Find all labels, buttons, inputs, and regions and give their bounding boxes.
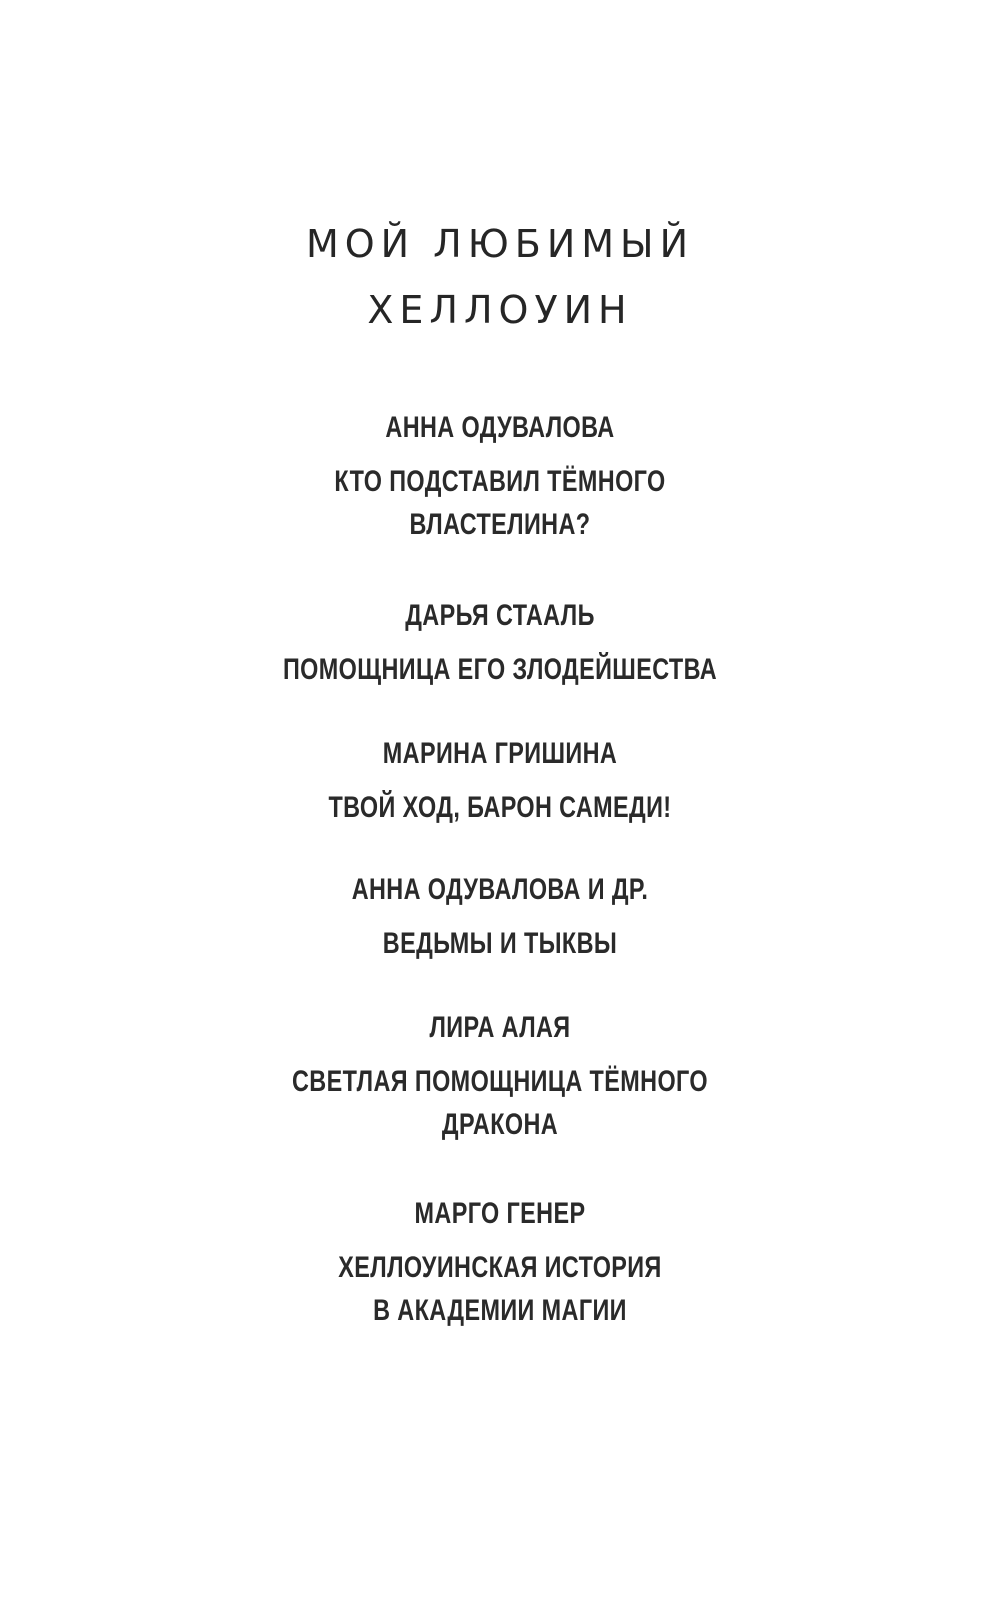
entry-author: МАРИНА ГРИШИНА xyxy=(382,737,618,770)
entry-work-title-line: СВЕТЛАЯ ПОМОЩНИЦА ТЁМНОГО xyxy=(292,1065,708,1098)
entry-work-title-line: ХЕЛЛОУИНСКАЯ ИСТОРИЯ xyxy=(338,1251,662,1284)
entry-author: АННА ОДУВАЛОВА И ДР. xyxy=(351,873,649,906)
entry-work-title xyxy=(110,1246,890,1332)
book-title-line-2: ХЕЛЛОУИН xyxy=(367,288,633,332)
contents-entry xyxy=(110,598,890,691)
entry-work-title-line: ТВОЙ ХОД, БАРОН САМЕДИ! xyxy=(328,791,672,824)
contents-entry xyxy=(110,1196,890,1332)
entry-work-title-line: ДРАКОНА xyxy=(441,1108,559,1141)
entry-work-title xyxy=(110,460,890,546)
entry-author: ЛИРА АЛАЯ xyxy=(429,1011,571,1044)
entry-work-title-line: В АКАДЕМИИ МАГИИ xyxy=(373,1294,627,1327)
entry-author: АННА ОДУВАЛОВА xyxy=(385,411,615,444)
entry-work-title-line: ВЕДЬМЫ И ТЫКВЫ xyxy=(382,927,618,960)
entry-work-title-line: ВЛАСТЕЛИНА? xyxy=(409,508,591,541)
entry-work-title xyxy=(110,1060,890,1146)
entry-author: ДАРЬЯ СТААЛЬ xyxy=(405,599,595,632)
entry-work-title xyxy=(110,922,890,965)
contents-entry xyxy=(110,410,890,546)
entry-work-title xyxy=(110,786,890,829)
contents-entry xyxy=(110,1010,890,1146)
entry-author: МАРГО ГЕНЕР xyxy=(414,1197,586,1230)
contents-entry xyxy=(110,872,890,965)
entry-work-title-line: КТО ПОДСТАВИЛ ТЁМНОГО xyxy=(334,465,666,498)
entry-work-title-line: ПОМОЩНИЦА ЕГО ЗЛОДЕЙШЕСТВА xyxy=(282,653,718,686)
entry-work-title xyxy=(110,648,890,691)
book-title-line-1: МОЙ ЛЮБИМЫЙ xyxy=(305,222,695,266)
contents-entry xyxy=(110,736,890,829)
